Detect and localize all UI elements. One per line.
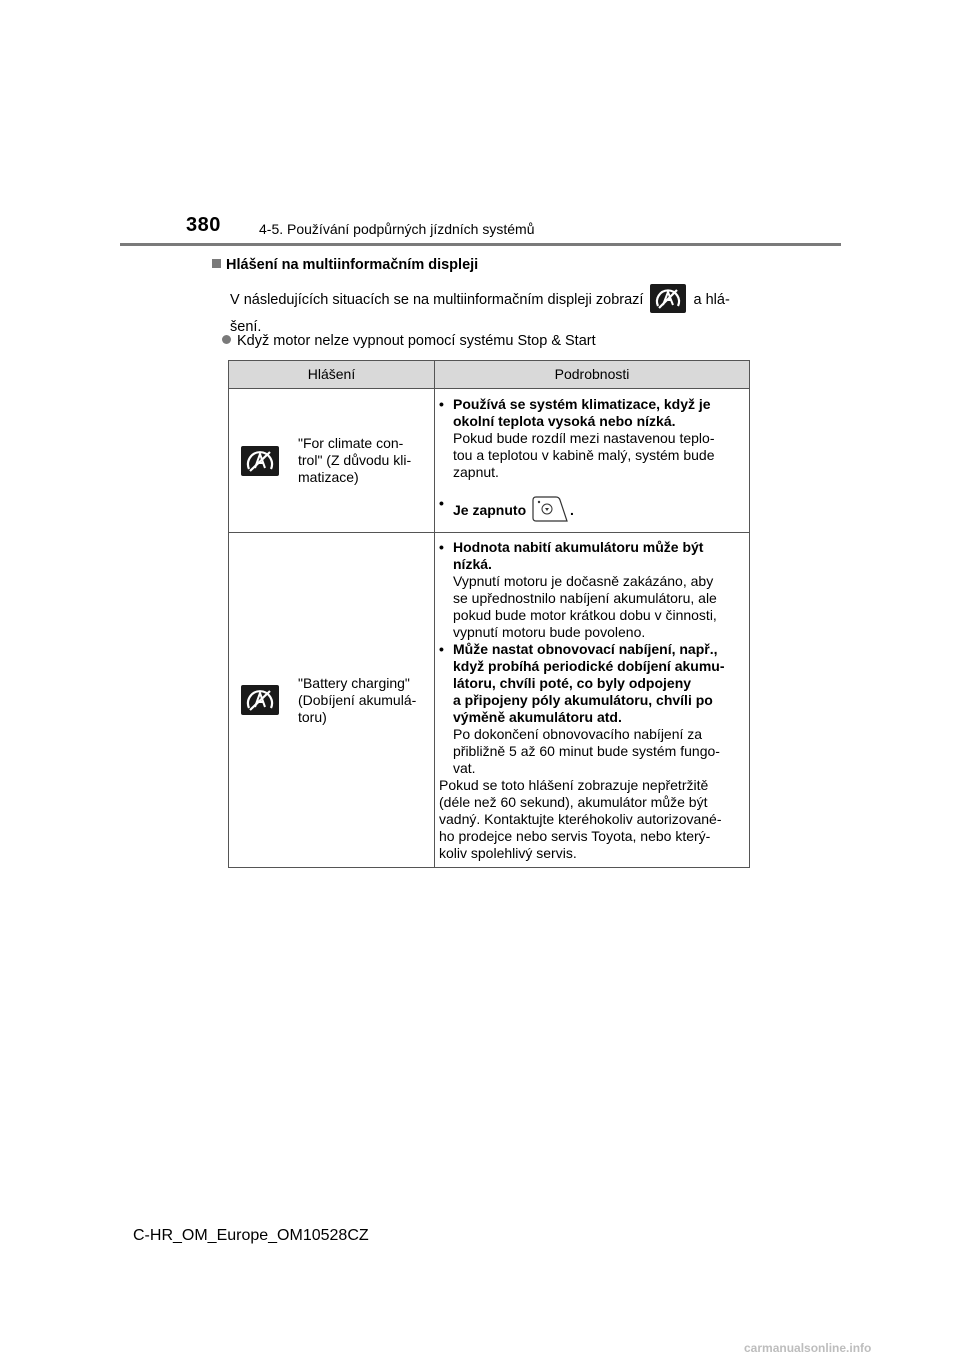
list-item: • Hodnota nabití akumulátoru může být nízká. Vypnutí motoru je dočasně zakázáno, aby se upřednostnilo nabíjení akumulátoru, ale pokud bude motor krátkou dobu v činnosti, vypnutí motoru bude povoleno.	[439, 539, 747, 641]
message-cell	[229, 533, 435, 868]
list-item: • Používá se systém klimatizace, když je okolní teplota vysoká nebo nízká. Pokud bude rozdíl mezi nastavenou teplo- tou a teplotou v kabině malý, systém bude zapnut.	[439, 396, 747, 481]
details-cell	[435, 533, 750, 868]
header-rule	[120, 243, 841, 246]
stop-start-indicator-icon	[650, 284, 686, 313]
message-text: "For climate con- trol" (Z důvodu kli- matizace)	[298, 435, 412, 485]
chapter-title: 4-5. Používání podpůrných jízdních systémů	[259, 221, 535, 237]
document-code: C-HR_OM_Europe_OM10528CZ	[133, 1227, 369, 1244]
message-text: "Battery charging" (Dobíjení akumulá- toru)	[298, 674, 417, 725]
watermark: carmanualsonline.info	[744, 1341, 872, 1355]
condition-bullet	[222, 333, 596, 349]
details-cell	[435, 389, 750, 533]
section-heading-text: Hlášení na multiinformačním displeji	[226, 257, 479, 273]
table-row	[229, 533, 750, 868]
table-row	[229, 389, 750, 533]
stop-start-indicator-icon	[241, 685, 279, 715]
intro-text-line2: šení.	[230, 319, 262, 335]
battery-note: Pokud se toto hlášení zobrazuje nepřetržitě (déle než 60 sekund), akumulátor může být vadný. Kontaktujte kteréhokoliv autorizované- ho prodejce nebo servis Toyota, nebo který- koliv spolehlivý servis.	[439, 777, 722, 861]
message-cell	[229, 389, 435, 533]
condition-text: Když motor nelze vypnout pomocí systému Stop & Start	[237, 333, 596, 349]
page-number: 380	[186, 214, 221, 236]
stop-start-indicator-icon	[241, 446, 279, 476]
bullet-dot-icon	[222, 335, 231, 344]
stop-start-cancel-switch-icon	[530, 495, 570, 523]
section-heading	[212, 257, 478, 273]
intro-text-before: V následujících situacích se na multiinformačním displeji zobrazí	[230, 292, 644, 308]
table-header-row	[229, 361, 750, 389]
message-table	[228, 360, 750, 868]
column-header-message: Hlášení	[229, 361, 435, 389]
list-item: • Je zapnuto .	[439, 495, 747, 523]
list-item: • Může nastat obnovovací nabíjení, např., když probíhá periodické dobíjení akumu- látoru, chvíli poté, co byly odpojeny a připojeny póly akumulátoru, chvíli po výměně akumulátoru atd. Po dokončení obnovovacího nabíjení za přibližně 5 až 60 minut bude systém fungo- vat.	[439, 641, 747, 777]
heading-square-icon	[212, 259, 221, 268]
intro-text-after: a hlá-	[693, 292, 730, 308]
column-header-details: Podrobnosti	[435, 361, 750, 389]
